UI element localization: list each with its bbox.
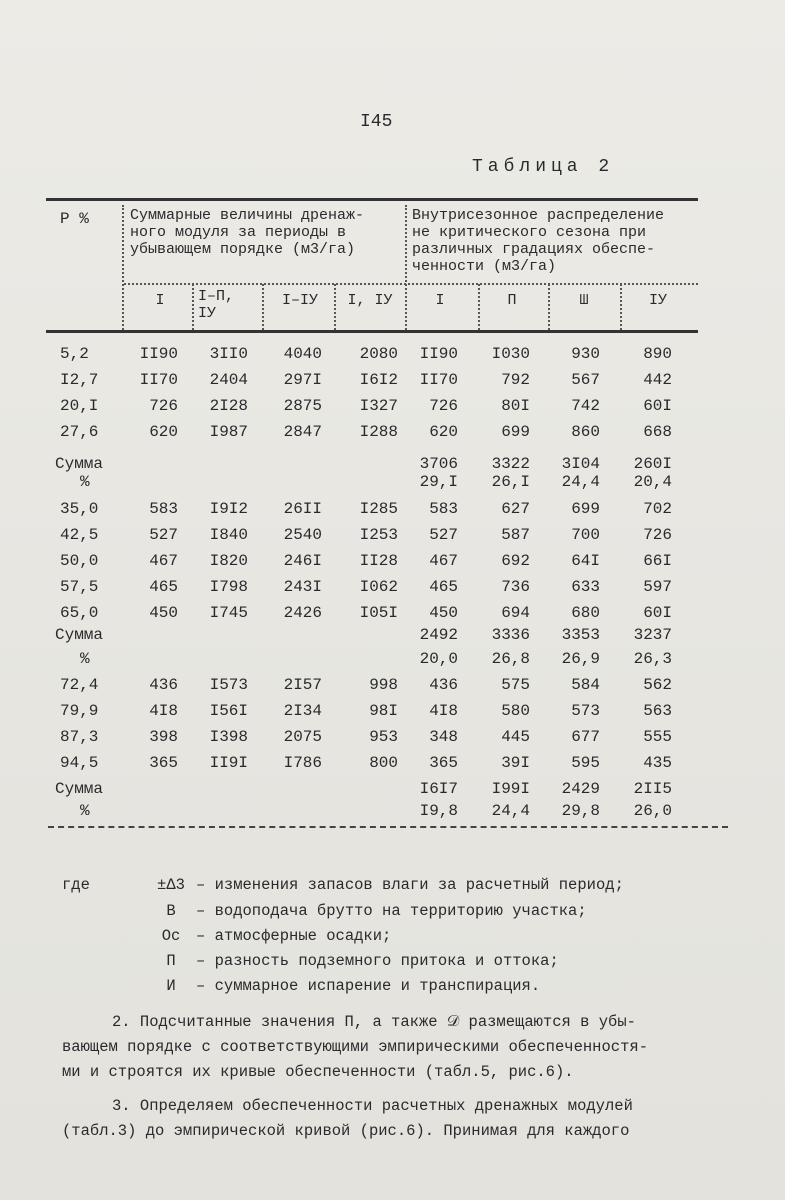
legend-text: – суммарное испарение и транспирация.: [196, 977, 541, 995]
table-cell: 29,8: [561, 802, 600, 820]
table-cell: 2429: [561, 780, 600, 798]
row-label: Сумма: [55, 780, 104, 798]
legend-symbol: Ос: [161, 927, 181, 945]
table-cell: 243I: [283, 578, 322, 596]
subheader-separator: [334, 284, 336, 330]
table-cell: 563: [643, 702, 672, 720]
table-cell: II28: [359, 552, 398, 570]
table-cell: I840: [209, 526, 248, 544]
table-cell: 677: [571, 728, 600, 746]
col-header: I–IУ: [281, 292, 318, 309]
table-cell: 2540: [283, 526, 322, 544]
table-cell: 348: [429, 728, 458, 746]
left-group-header: [130, 207, 364, 258]
table-cell: I99I: [491, 780, 530, 798]
header-divider: [124, 283, 698, 285]
table-cell: 595: [571, 754, 600, 772]
table-cell: I9,8: [419, 802, 458, 820]
table-cell: 26,I: [491, 473, 530, 491]
table-cell: 527: [429, 526, 458, 544]
table-cell: 66I: [643, 552, 672, 570]
right-group-header: [412, 207, 664, 275]
legend-text: – водоподача брутто на территорию участка;: [196, 902, 587, 920]
legend-symbol: П: [166, 952, 176, 970]
header-line: различных градациях обеспе-: [412, 241, 656, 258]
table-cell: 2II5: [633, 780, 672, 798]
table-cell: 627: [501, 500, 530, 518]
table-cell: 26,8: [491, 650, 530, 668]
table-cell: I062: [359, 578, 398, 596]
table-cell: I253: [359, 526, 398, 544]
table-top-rule: [46, 198, 698, 201]
table-cell: 699: [501, 423, 530, 441]
table-cell: 680: [571, 604, 600, 622]
table-cell: 365: [149, 754, 178, 772]
table-cell: I288: [359, 423, 398, 441]
row-label: I2,7: [60, 371, 99, 389]
table-cell: 575: [501, 676, 530, 694]
table-cell: 3237: [633, 626, 672, 644]
row-label: 87,3: [60, 728, 99, 746]
table-cell: 3353: [561, 626, 600, 644]
table-cell: I56I: [209, 702, 248, 720]
table-cell: I398: [209, 728, 248, 746]
table-cell: II70: [419, 371, 458, 389]
table-cell: 20,4: [633, 473, 672, 491]
subheader-separator: [548, 284, 550, 330]
table-cell: 98I: [369, 702, 398, 720]
row-label: 57,5: [60, 578, 99, 596]
table-cell: 726: [429, 397, 458, 415]
header-line: ного модуля за периоды в: [130, 224, 347, 241]
table-cell: 3322: [491, 455, 530, 473]
row-label: 50,0: [60, 552, 99, 570]
table-cell: 998: [369, 676, 398, 694]
table-cell: 800: [369, 754, 398, 772]
table-cell: 694: [501, 604, 530, 622]
legend-text: – разность подземного притока и оттока;: [196, 952, 559, 970]
table-cell: I6I2: [359, 371, 398, 389]
table-cell: 668: [643, 423, 672, 441]
table-cell: 442: [643, 371, 672, 389]
table-cell: I820: [209, 552, 248, 570]
table-cell: 792: [501, 371, 530, 389]
header-separator: [405, 205, 407, 330]
table-cell: 80I: [501, 397, 530, 415]
table-cell: 465: [429, 578, 458, 596]
table-cell: 2I57: [283, 676, 322, 694]
table-cell: 2404: [209, 371, 248, 389]
table-cell: 700: [571, 526, 600, 544]
table-cell: 742: [571, 397, 600, 415]
subheader-separator: [478, 284, 480, 330]
table-cell: 699: [571, 500, 600, 518]
subheader-separator: [620, 284, 622, 330]
subheader-separator: [192, 284, 194, 330]
table-cell: 930: [571, 345, 600, 363]
table-cell: 2I28: [209, 397, 248, 415]
table-cell: I05I: [359, 604, 398, 622]
table-cell: 297I: [283, 371, 322, 389]
table-cell: II90: [139, 345, 178, 363]
row-label: Сумма: [55, 455, 104, 473]
table-cell: 2075: [283, 728, 322, 746]
table-cell: I798: [209, 578, 248, 596]
header-line: ченности (м3/га): [412, 258, 557, 275]
table-cell: I786: [283, 754, 322, 772]
row-label: 42,5: [60, 526, 99, 544]
table-cell: 573: [571, 702, 600, 720]
table-cell: 597: [643, 578, 672, 596]
table-cell: 860: [571, 423, 600, 441]
col-header: I–П, IУ: [198, 288, 235, 322]
p-column-header: Р %: [60, 210, 89, 228]
header-line: не критического сезона при: [412, 224, 647, 241]
header-line: Внутрисезонное распределение: [412, 207, 665, 224]
table-cell: 2080: [359, 345, 398, 363]
header-line: Суммарные величины дренаж-: [130, 207, 365, 224]
table-cell: 26,3: [633, 650, 672, 668]
table-cell: 620: [149, 423, 178, 441]
page-number: I45: [360, 112, 393, 132]
legend-symbol: ±Δ3: [157, 876, 185, 894]
table-bottom-dashed-rule: [48, 826, 728, 828]
table-cell: 736: [501, 578, 530, 596]
row-label: 65,0: [60, 604, 99, 622]
col-header: I, IУ: [347, 292, 393, 309]
table-cell: 64I: [571, 552, 600, 570]
legend-where: где: [62, 876, 90, 894]
table-cell: 726: [643, 526, 672, 544]
table-cell: 398: [149, 728, 178, 746]
paragraph-line: 2. Подсчитанные значения П, а также 𝒟 размещаются в убы-: [112, 1013, 636, 1031]
table-cell: 3II0: [209, 345, 248, 363]
col-header: Ш: [579, 292, 589, 309]
table-cell: 587: [501, 526, 530, 544]
table-cell: 24,4: [491, 802, 530, 820]
table-cell: I573: [209, 676, 248, 694]
table-cell: 555: [643, 728, 672, 746]
table-cell: 2I34: [283, 702, 322, 720]
table-header-rule: [46, 330, 698, 333]
paragraph-line: ми и строятся их кривые обеспеченности (табл.5, рис.6).: [62, 1063, 574, 1081]
paragraph-line: вающем порядке с соответствующими эмпирическими обеспеченностя-: [62, 1038, 648, 1056]
row-label: 5,2: [60, 345, 89, 363]
table-cell: 567: [571, 371, 600, 389]
header-line: убывающем порядке (м3/га): [130, 241, 356, 258]
table-cell: 467: [149, 552, 178, 570]
row-label: Сумма: [55, 626, 104, 644]
table-cell: 2426: [283, 604, 322, 622]
table-cell: 246I: [283, 552, 322, 570]
table-cell: 60I: [643, 397, 672, 415]
row-label: 35,0: [60, 500, 99, 518]
table-cell: 24,4: [561, 473, 600, 491]
table-cell: 3I04: [561, 455, 600, 473]
table-cell: 4040: [283, 345, 322, 363]
paragraph-line: (табл.3) до эмпирической кривой (рис.6). Принимая для каждого: [62, 1122, 630, 1140]
col-header: IУ: [648, 292, 667, 309]
table-cell: 467: [429, 552, 458, 570]
table-cell: I745: [209, 604, 248, 622]
table-cell: 26II: [283, 500, 322, 518]
table-cell: II9I: [209, 754, 248, 772]
table-cell: 2847: [283, 423, 322, 441]
table-cell: 436: [429, 676, 458, 694]
table-cell: 4I8: [429, 702, 458, 720]
row-label: 27,6: [60, 423, 99, 441]
table-cell: 692: [501, 552, 530, 570]
table-cell: I6I7: [419, 780, 458, 798]
table-cell: 3336: [491, 626, 530, 644]
table-cell: I030: [491, 345, 530, 363]
table-cell: II90: [419, 345, 458, 363]
table-cell: 584: [571, 676, 600, 694]
table-cell: 29,I: [419, 473, 458, 491]
table-cell: 365: [429, 754, 458, 772]
table-cell: 445: [501, 728, 530, 746]
table-cell: 2875: [283, 397, 322, 415]
subheader-separator: [262, 284, 264, 330]
legend-symbol: В: [166, 902, 176, 920]
table-cell: 39I: [501, 754, 530, 772]
table-cell: 633: [571, 578, 600, 596]
table-cell: 465: [149, 578, 178, 596]
legend-symbol: И: [166, 977, 176, 995]
table-cell: 583: [429, 500, 458, 518]
table-cell: I285: [359, 500, 398, 518]
col-header: I: [155, 292, 165, 309]
table-cell: 436: [149, 676, 178, 694]
row-label: %: [80, 473, 90, 491]
table-cell: 702: [643, 500, 672, 518]
table-cell: 620: [429, 423, 458, 441]
table-cell: 562: [643, 676, 672, 694]
table-cell: 527: [149, 526, 178, 544]
table-caption: Таблица 2: [472, 157, 615, 177]
row-label: 79,9: [60, 702, 99, 720]
table-cell: 726: [149, 397, 178, 415]
table-cell: 450: [429, 604, 458, 622]
paragraph-line: 3. Определяем обеспеченности расчетных дренажных модулей: [112, 1097, 633, 1115]
table-cell: 20,0: [419, 650, 458, 668]
row-label: %: [80, 802, 90, 820]
header-separator: [122, 205, 124, 330]
table-cell: 260I: [633, 455, 672, 473]
table-cell: 450: [149, 604, 178, 622]
table-cell: 435: [643, 754, 672, 772]
row-label: %: [80, 650, 90, 668]
table-cell: 580: [501, 702, 530, 720]
table-cell: II70: [139, 371, 178, 389]
col-header: I: [435, 292, 445, 309]
table-cell: 953: [369, 728, 398, 746]
legend-text: – изменения запасов влаги за расчетный период;: [196, 876, 624, 894]
table-cell: 890: [643, 345, 672, 363]
legend-text: – атмосферные осадки;: [196, 927, 392, 945]
row-label: 72,4: [60, 676, 99, 694]
table-cell: I327: [359, 397, 398, 415]
table-cell: 3706: [419, 455, 458, 473]
table-cell: 60I: [643, 604, 672, 622]
table-cell: 583: [149, 500, 178, 518]
paragraph-2: [62, 1010, 648, 1085]
table-cell: 4I8: [149, 702, 178, 720]
row-label: 20,I: [60, 397, 99, 415]
col-header: П: [507, 292, 517, 309]
table-cell: 26,0: [633, 802, 672, 820]
table-cell: 2492: [419, 626, 458, 644]
table-cell: I9I2: [209, 500, 248, 518]
row-label: 94,5: [60, 754, 99, 772]
paragraph-3: [62, 1094, 633, 1144]
table-cell: 26,9: [561, 650, 600, 668]
table-cell: I987: [209, 423, 248, 441]
